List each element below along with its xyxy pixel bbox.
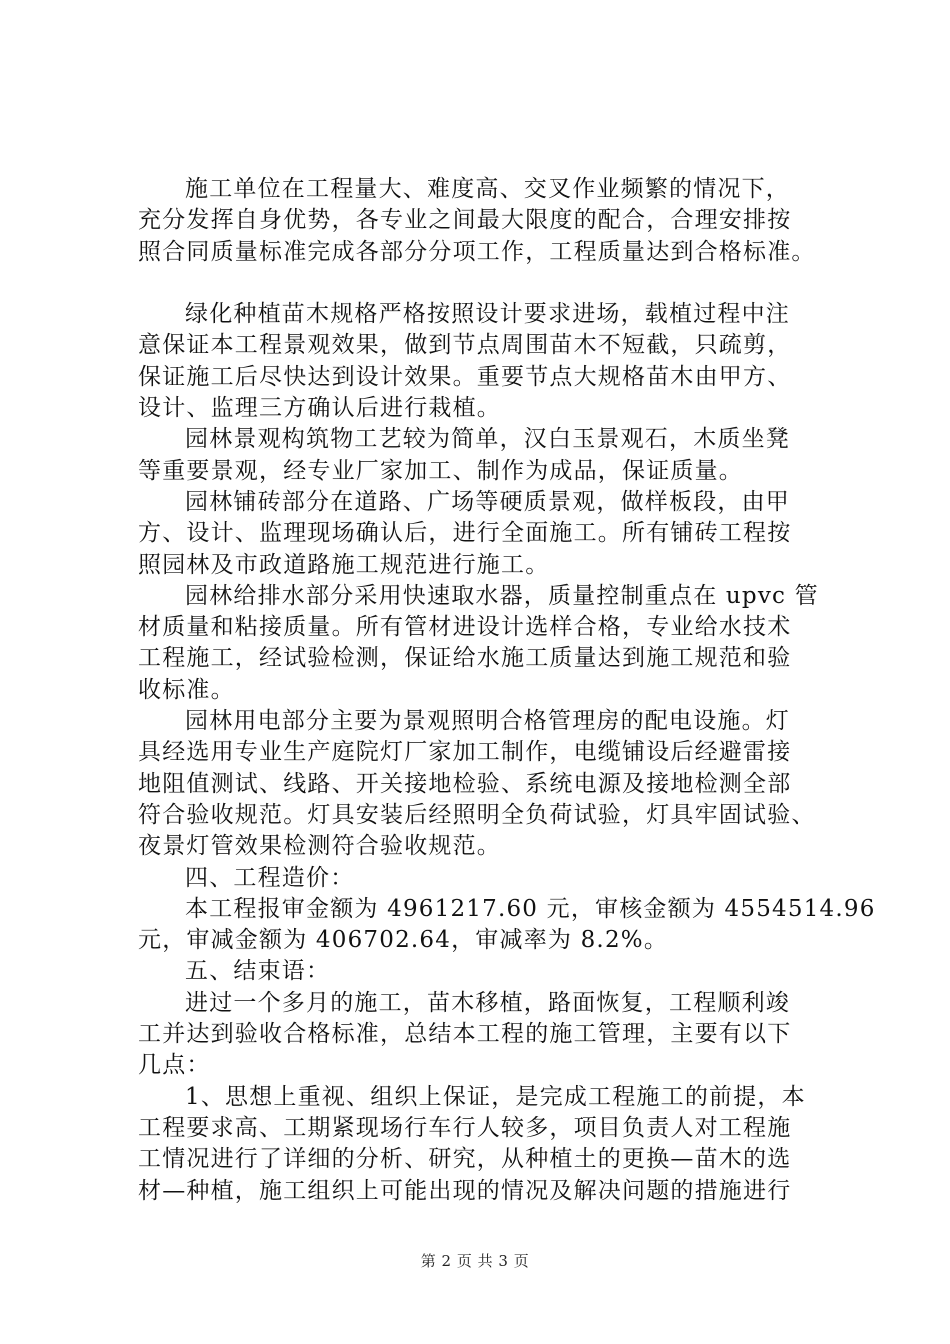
text-line: 保证施工后尽快达到设计效果。重要节点大规格苗木由甲方、 <box>138 363 792 390</box>
text-line: 工程施工，经试验检测，保证给水施工质量达到施工规范和验 <box>138 645 792 672</box>
blank-line <box>138 268 850 299</box>
text-line: 园林给排水部分采用快速取水器，质量控制重点在 upvc 管 <box>185 582 819 609</box>
text-line: 园林铺砖部分在道路、广场等硬质景观，做样板段，由甲 <box>185 488 790 515</box>
text-line: 意保证本工程景观效果，做到节点周围苗木不短截，只疏剪， <box>138 332 792 359</box>
page-footer: 第 2 页 共 3 页 <box>420 1252 530 1270</box>
text-line: 五、结束语： <box>185 958 331 985</box>
text-line: 工并达到验收合格标准，总结本工程的施工管理，主要有以下 <box>138 1021 792 1048</box>
text-line: 收标准。 <box>138 676 235 703</box>
text-line: 工程要求高、工期紧现场行车行人较多，项目负责人对工程施 <box>138 1114 792 1141</box>
text-line: 1、思想上重视、组织上保证，是完成工程施工的前提，本 <box>185 1083 806 1110</box>
text-line: 照合同质量标准完成各部分分项工作，工程质量达到合格标准。 <box>138 238 816 265</box>
text-line: 几点： <box>138 1052 211 1079</box>
text-line: 材质量和粘接质量。所有管材进设计选样合格，专业给水技术 <box>138 614 792 641</box>
text-line: 符合验收规范。灯具安装后经照明全负荷试验，灯具牢固试验、 <box>138 801 816 828</box>
text-line: 材—种植，施工组织上可能出现的情况及解决问题的措施进行 <box>138 1177 792 1204</box>
text-line: 进过一个多月的施工，苗木移植，路面恢复，工程顺利竣 <box>185 989 790 1016</box>
text-line: 充分发挥自身优势，各专业之间最大限度的配合，合理安排按 <box>138 207 792 234</box>
text-line: 本工程报审金额为 4961217.60 元，审核金额为 4554514.96 <box>185 895 876 922</box>
text-line: 园林用电部分主要为景观照明合格管理房的配电设施。灯 <box>185 708 790 735</box>
text-line: 工情况进行了详细的分析、研究，从种植土的更换—苗木的选 <box>138 1146 792 1173</box>
text-line: 园林景观构筑物工艺较为简单，汉白玉景观石，木质坐凳 <box>185 426 790 453</box>
text-line: 施工单位在工程量大、难度高、交叉作业频繁的情况下， <box>185 176 790 202</box>
text-line: 绿化种植苗木规格严格按照设计要求进场，载植过程中注 <box>185 301 790 328</box>
text-line: 方、设计、监理现场确认后，进行全面施工。所有铺砖工程按 <box>138 520 792 547</box>
document-body <box>138 174 876 1207</box>
text-line: 地阻值测试、线路、开关接地检验、系统电源及接地检测全部 <box>138 770 792 797</box>
text-line: 夜景灯管效果检测符合验收规范。 <box>138 833 501 860</box>
text-line: 等重要景观，经专业厂家加工、制作为成品，保证质量。 <box>138 457 743 484</box>
text-line: 元，审减金额为 406702.64，审减率为 8.2%。 <box>138 927 669 954</box>
text-line: 照园林及市政道路施工规范进行施工。 <box>138 551 550 578</box>
text-line: 四、工程造价： <box>185 864 355 891</box>
text-line: 具经选用专业生产庭院灯厂家加工制作，电缆铺设后经避雷接 <box>138 739 792 766</box>
text-line: 设计、监理三方确认后进行栽植。 <box>138 395 501 422</box>
